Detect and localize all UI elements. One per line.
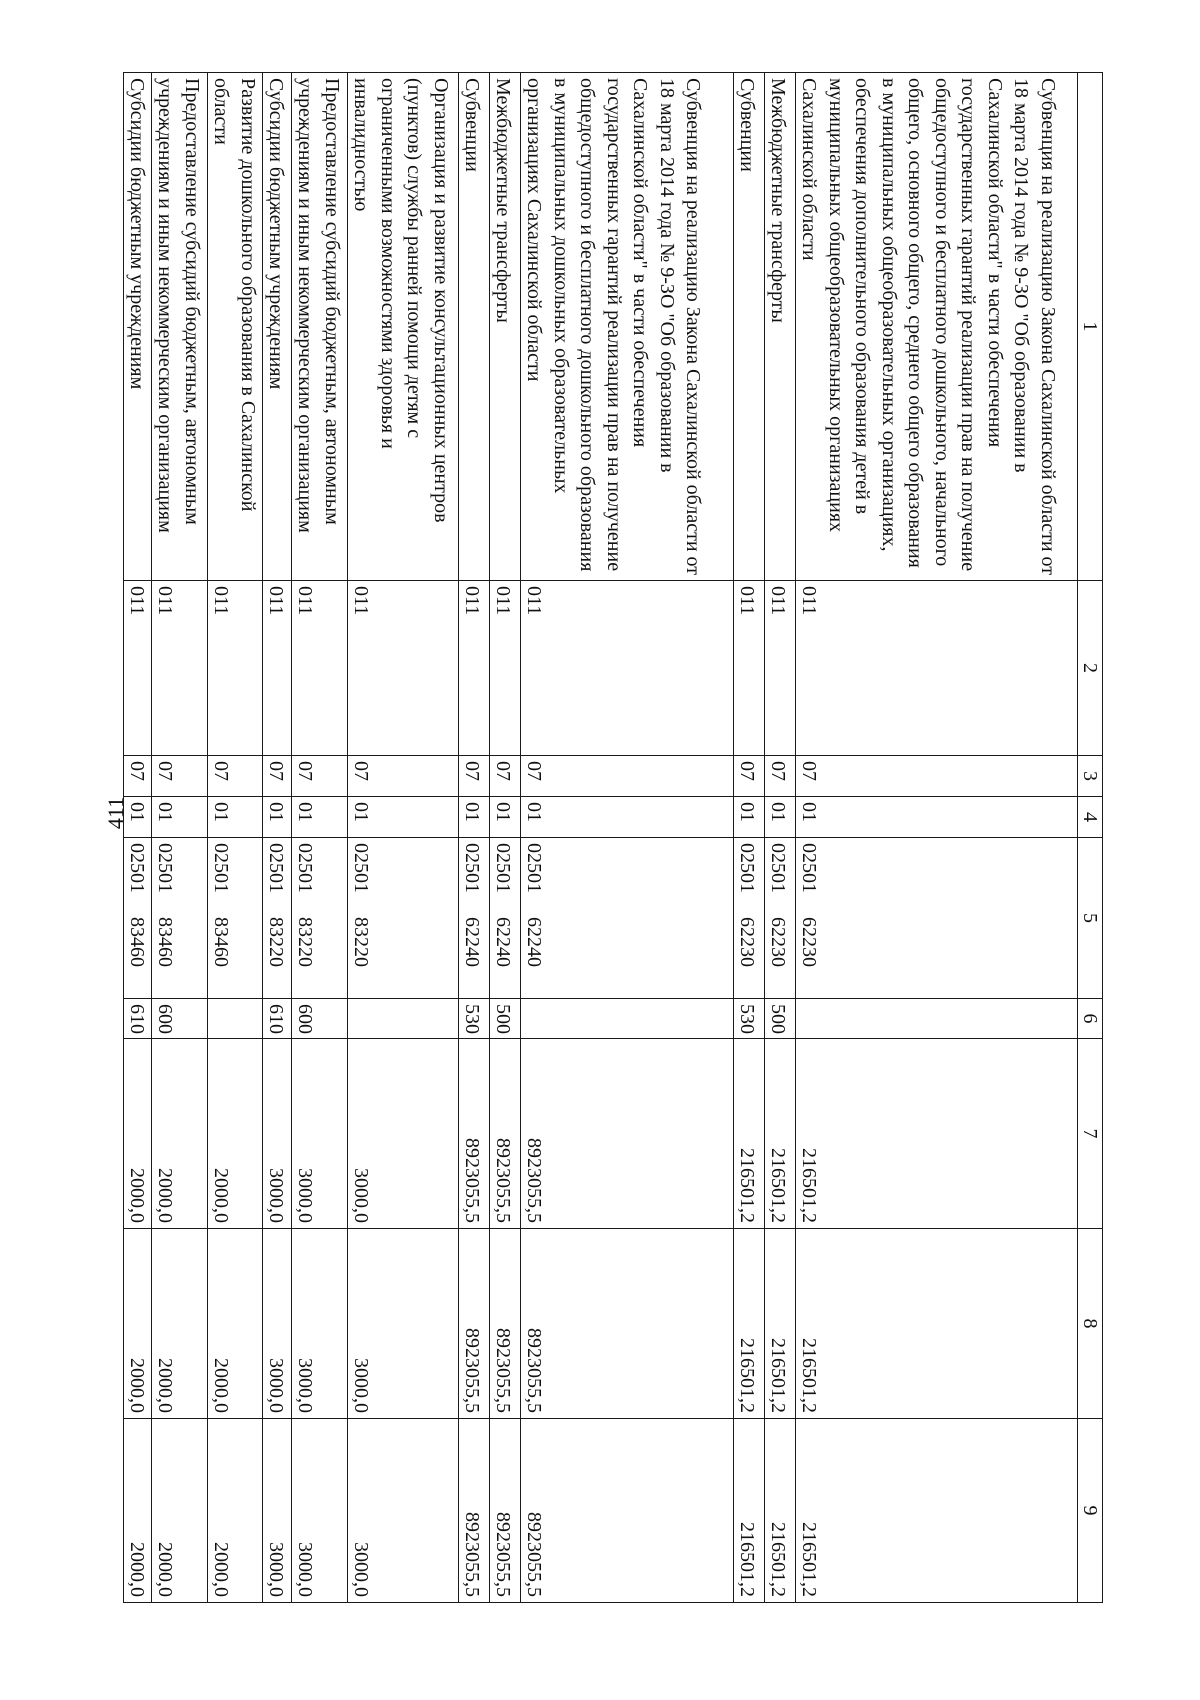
expense-type-code xyxy=(521,999,734,1039)
subsection-code: 01 xyxy=(765,797,796,838)
expense-type-code xyxy=(796,999,1078,1039)
direction-code: 83460 xyxy=(154,917,177,967)
amount-col-9: 3000,0 xyxy=(348,1419,459,1603)
program-code: 02501 xyxy=(767,843,790,893)
amount-col-7: 8923055,5 xyxy=(490,1039,521,1229)
subsection-code: 01 xyxy=(459,797,490,838)
item-name: Межбюджетные трансферты xyxy=(765,73,796,581)
grbs-code: 011 xyxy=(765,581,796,756)
amount-col-9: 3000,0 xyxy=(263,1419,292,1603)
program-code: 02501 xyxy=(154,843,177,893)
target-article-code xyxy=(765,838,796,999)
budget-table xyxy=(123,72,1103,1603)
column-header: 2 xyxy=(1078,581,1103,756)
rotated-table-container xyxy=(126,72,1103,1602)
table-row xyxy=(521,73,734,1603)
subsection-code: 01 xyxy=(490,797,521,838)
program-code: 02501 xyxy=(265,843,288,893)
item-name: Субвенция на реализацию Закона Сахалинской области от 18 марта 2014 года № 9-ЗО "Об образовании в Сахалинской области" в части обеспечения государственных гарантий реализации прав на получение общедоступного и бесплатного дошкольного, начального общего, основного общего, среднего общего образования в муниципальных общеобразовательных организациях, обеспечения дополнительного образования детей в муниципальных общеобразовательных организациях Сахалинской области xyxy=(796,73,1078,581)
amount-col-8: 2000,0 xyxy=(124,1229,152,1419)
program-code: 02501 xyxy=(461,843,484,893)
amount-col-9: 216501,2 xyxy=(765,1419,796,1603)
subsection-code: 01 xyxy=(734,797,765,838)
section-code: 07 xyxy=(765,756,796,797)
target-article-code xyxy=(292,838,348,999)
section-code: 07 xyxy=(348,756,459,797)
section-code: 07 xyxy=(263,756,292,797)
grbs-code: 011 xyxy=(521,581,734,756)
expense-type-code: 610 xyxy=(263,999,292,1039)
amount-col-8: 2000,0 xyxy=(152,1229,208,1419)
subsection-code: 01 xyxy=(263,797,292,838)
direction-code: 62230 xyxy=(798,917,821,967)
direction-code: 83460 xyxy=(210,917,233,967)
program-code: 02501 xyxy=(798,843,821,893)
subsection-code: 01 xyxy=(292,797,348,838)
column-header: 1 xyxy=(1078,73,1103,581)
target-article-code xyxy=(124,838,152,999)
expense-type-code: 500 xyxy=(490,999,521,1039)
column-header: 8 xyxy=(1078,1229,1103,1419)
target-article-code xyxy=(208,838,263,999)
subsection-code: 01 xyxy=(124,797,152,838)
table-row xyxy=(292,73,348,1603)
column-header: 6 xyxy=(1078,999,1103,1039)
amount-col-8: 8923055,5 xyxy=(521,1229,734,1419)
section-code: 07 xyxy=(459,756,490,797)
item-name: Предоставление субсидий бюджетным, автономным учреждениям и иным некоммерческим организациям xyxy=(152,73,208,581)
amount-col-9: 216501,2 xyxy=(734,1419,765,1603)
item-name: Межбюджетные трансферты xyxy=(490,73,521,581)
amount-col-9: 8923055,5 xyxy=(521,1419,734,1603)
section-code: 07 xyxy=(490,756,521,797)
column-header: 3 xyxy=(1078,756,1103,797)
item-name: Субсидии бюджетным учреждениям xyxy=(124,73,152,581)
section-code: 07 xyxy=(734,756,765,797)
grbs-code: 011 xyxy=(152,581,208,756)
amount-col-9: 8923055,5 xyxy=(490,1419,521,1603)
section-code: 07 xyxy=(124,756,152,797)
subsection-code: 01 xyxy=(348,797,459,838)
amount-col-8: 3000,0 xyxy=(292,1229,348,1419)
target-article-code xyxy=(490,838,521,999)
amount-col-7: 8923055,5 xyxy=(521,1039,734,1229)
amount-col-8: 3000,0 xyxy=(263,1229,292,1419)
grbs-code: 011 xyxy=(263,581,292,756)
subsection-code: 01 xyxy=(152,797,208,838)
table-row xyxy=(490,73,521,1603)
target-article-code xyxy=(152,838,208,999)
item-name: Субвенция на реализацию Закона Сахалинской области от 18 марта 2014 года № 9-ЗО "Об образовании в Сахалинской области" в части обеспечения государственных гарантий реализации прав на получение общедоступного и бесплатного дошкольного образования в муниципальных дошкольных образовательных организациях Сахалинской области xyxy=(521,73,734,581)
target-article-code xyxy=(521,838,734,999)
table-row xyxy=(765,73,796,1603)
amount-col-7: 2000,0 xyxy=(152,1039,208,1229)
grbs-code: 011 xyxy=(796,581,1078,756)
program-code: 02501 xyxy=(492,843,515,893)
amount-col-7: 216501,2 xyxy=(734,1039,765,1229)
target-article-code xyxy=(348,838,459,999)
direction-code: 62240 xyxy=(523,917,546,967)
amount-col-9: 2000,0 xyxy=(152,1419,208,1603)
amount-col-8: 8923055,5 xyxy=(490,1229,521,1419)
amount-col-7: 3000,0 xyxy=(348,1039,459,1229)
expense-type-code xyxy=(348,999,459,1039)
subsection-code: 01 xyxy=(208,797,263,838)
program-code: 02501 xyxy=(736,843,759,893)
program-code: 02501 xyxy=(294,843,317,893)
table-row xyxy=(459,73,490,1603)
amount-col-8: 3000,0 xyxy=(348,1229,459,1419)
amount-col-7: 2000,0 xyxy=(208,1039,263,1229)
section-code: 07 xyxy=(292,756,348,797)
amount-col-9: 3000,0 xyxy=(292,1419,348,1603)
amount-col-8: 216501,2 xyxy=(734,1229,765,1419)
amount-col-8: 216501,2 xyxy=(796,1229,1078,1419)
amount-col-9: 2000,0 xyxy=(208,1419,263,1603)
item-name: Развитие дошкольного образования в Сахалинской области xyxy=(208,73,263,581)
direction-code: 83460 xyxy=(126,917,149,967)
table-row xyxy=(734,73,765,1603)
table-row xyxy=(348,73,459,1603)
section-code: 07 xyxy=(521,756,734,797)
column-header: 4 xyxy=(1078,797,1103,838)
expense-type-code: 530 xyxy=(734,999,765,1039)
direction-code: 83220 xyxy=(294,917,317,967)
table-row xyxy=(152,73,208,1603)
amount-col-8: 8923055,5 xyxy=(459,1229,490,1419)
amount-col-9: 8923055,5 xyxy=(459,1419,490,1603)
direction-code: 62240 xyxy=(461,917,484,967)
expense-type-code: 530 xyxy=(459,999,490,1039)
subsection-code: 01 xyxy=(521,797,734,838)
amount-col-7: 216501,2 xyxy=(796,1039,1078,1229)
item-name: Организация и развитие консультационных центров (пунктов) службы ранней помощи детям с ограниченными возможностями здоровья и инвалидностью xyxy=(348,73,459,581)
direction-code: 62230 xyxy=(736,917,759,967)
column-header: 9 xyxy=(1078,1419,1103,1603)
amount-col-8: 2000,0 xyxy=(208,1229,263,1419)
direction-code: 62240 xyxy=(492,917,515,967)
program-code: 02501 xyxy=(523,843,546,893)
target-article-code xyxy=(796,838,1078,999)
target-article-code xyxy=(459,838,490,999)
amount-col-8: 216501,2 xyxy=(765,1229,796,1419)
target-article-code xyxy=(263,838,292,999)
grbs-code: 011 xyxy=(292,581,348,756)
amount-col-9: 216501,2 xyxy=(796,1419,1078,1603)
table-row xyxy=(124,73,152,1603)
column-header: 5 xyxy=(1078,838,1103,999)
section-code: 07 xyxy=(208,756,263,797)
amount-col-9: 2000,0 xyxy=(124,1419,152,1603)
grbs-code: 011 xyxy=(208,581,263,756)
grbs-code: 011 xyxy=(734,581,765,756)
expense-type-code: 600 xyxy=(152,999,208,1039)
expense-type-code: 600 xyxy=(292,999,348,1039)
subsection-code: 01 xyxy=(796,797,1078,838)
direction-code: 83220 xyxy=(265,917,288,967)
program-code: 02501 xyxy=(126,843,149,893)
column-header: 7 xyxy=(1078,1039,1103,1229)
section-code: 07 xyxy=(152,756,208,797)
amount-col-7: 216501,2 xyxy=(765,1039,796,1229)
amount-col-7: 3000,0 xyxy=(292,1039,348,1229)
target-article-code xyxy=(734,838,765,999)
expense-type-code xyxy=(208,999,263,1039)
item-name: Субвенции xyxy=(459,73,490,581)
header-row xyxy=(1078,73,1103,1603)
section-code: 07 xyxy=(796,756,1078,797)
item-name: Субвенции xyxy=(734,73,765,581)
expense-type-code: 610 xyxy=(124,999,152,1039)
table-row xyxy=(796,73,1078,1603)
amount-col-7: 8923055,5 xyxy=(459,1039,490,1229)
page-number: 411 xyxy=(103,796,128,830)
program-code: 02501 xyxy=(350,843,373,893)
amount-col-7: 3000,0 xyxy=(263,1039,292,1229)
item-name: Предоставление субсидий бюджетным, автономным учреждениям и иным некоммерческим организациям xyxy=(292,73,348,581)
amount-col-7: 2000,0 xyxy=(124,1039,152,1229)
expense-type-code: 500 xyxy=(765,999,796,1039)
grbs-code: 011 xyxy=(490,581,521,756)
direction-code: 62230 xyxy=(767,917,790,967)
program-code: 02501 xyxy=(210,843,233,893)
direction-code: 83220 xyxy=(350,917,373,967)
grbs-code: 011 xyxy=(124,581,152,756)
table-row xyxy=(208,73,263,1603)
grbs-code: 011 xyxy=(459,581,490,756)
grbs-code: 011 xyxy=(348,581,459,756)
item-name: Субсидии бюджетным учреждениям xyxy=(263,73,292,581)
table-row xyxy=(263,73,292,1603)
